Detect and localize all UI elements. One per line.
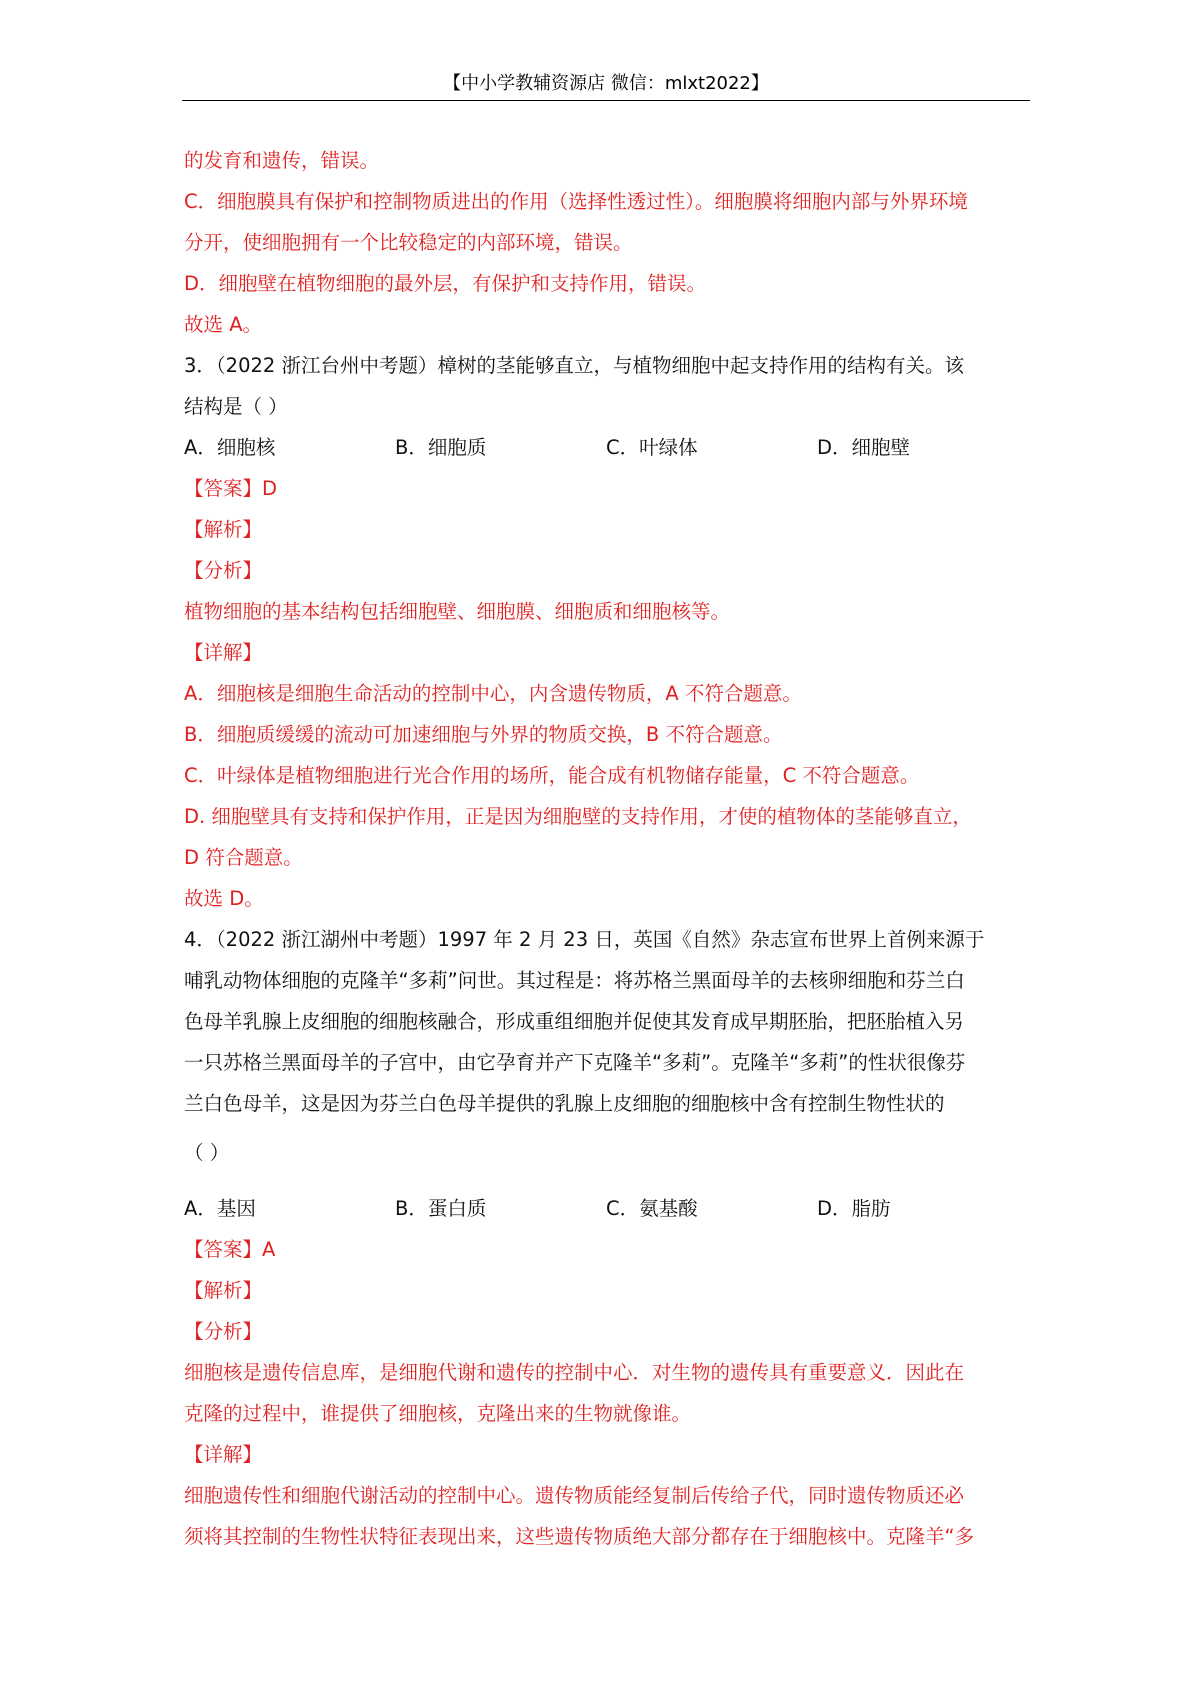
question-4-stem: 哺乳动物体细胞的克隆羊“多莉”问世。其过程是：将苏格兰黑面母羊的去核卵细胞和芬兰白 [184,969,965,992]
text-line: 细胞核是遗传信息库，是细胞代谢和遗传的控制中心．对生物的遗传具有重要意义．因此在 [184,1361,965,1384]
text-line: C．细胞膜具有保护和控制物质进出的作用（选择性透过性）。细胞膜将细胞内部与外界环境 [184,190,968,213]
question-4-stem: 4．（2022 浙江湖州中考题）1997 年 2 月 23 日，英国《自然》杂志宣布世界上首例来源于 [184,928,985,951]
question-3-options [184,427,1030,468]
option-a: A．细胞核 [184,436,276,459]
question-3-stem: 3．（2022 浙江台州中考题）樟树的茎能够直立，与植物细胞中起支持作用的结构有关。该 [184,354,964,377]
analysis-label: 【分析】 [184,559,263,582]
answer-label: 【答案】D [184,477,278,500]
text-line: D．细胞壁在植物细胞的最外层，有保护和支持作用，错误。 [184,272,707,295]
answer-label: 【答案】A [184,1238,276,1261]
question-4-stem: 一只苏格兰黑面母羊的子宫中，由它孕育并产下克隆羊“多莉”。克隆羊“多莉”的性状很像芬 [184,1051,966,1074]
detail-label: 【详解】 [184,641,263,664]
option-a: A．基因 [184,1197,256,1220]
text-line: 的发育和遗传，错误。 [184,149,380,172]
option-d: D．脂肪 [817,1197,891,1220]
question-4-stem: 兰白色母羊，这是因为芬兰白色母羊提供的乳腺上皮细胞的细胞核中含有控制生物性状的 [184,1092,945,1115]
option-c: C．叶绿体 [606,436,698,459]
option-c: C．氨基酸 [606,1197,698,1220]
text-line: 须将其控制的生物性状特征表现出来，这些遗传物质绝大部分都存在于细胞核中。克隆羊“多 [184,1525,975,1548]
option-d: D．细胞壁 [817,436,911,459]
question-3-stem: 结构是（ ） [184,395,288,418]
text-line: 故选 A。 [184,313,263,336]
analysis-label: 【解析】 [184,1279,263,1302]
question-4-stem: （ ） [184,1141,230,1164]
question-4-options [184,1188,1030,1229]
detail-label: 【详解】 [184,1443,263,1466]
text-line: 克隆的过程中，谁提供了细胞核，克隆出来的生物就像谁。 [184,1402,692,1425]
question-4-stem: 色母羊乳腺上皮细胞的细胞核融合，形成重组细胞并促使其发育成早期胚胎，把胚胎植入另 [184,1010,965,1033]
text-line: 细胞遗传性和细胞代谢活动的控制中心。遗传物质能经复制后传给子代，同时遗传物质还必 [184,1484,965,1507]
text-line: A．细胞核是细胞生命活动的控制中心，内含遗传物质，A 不符合题意。 [184,682,802,705]
text-line: D. 细胞壁具有支持和保护作用，正是因为细胞壁的支持作用，才使的植物体的茎能够直立， [184,805,972,828]
option-b: B．细胞质 [395,436,487,459]
text-line: C．叶绿体是植物细胞进行光合作用的场所，能合成有机物储存能量，C 不符合题意。 [184,764,920,787]
text-line: B．细胞质缓缓的流动可加速细胞与外界的物质交换，B 不符合题意。 [184,723,783,746]
page-header: 【中小学教辅资源店 微信：mlxt2022】 [182,68,1030,101]
text-line: D 符合题意。 [184,846,303,869]
option-b: B．蛋白质 [395,1197,487,1220]
text-line: 植物细胞的基本结构包括细胞壁、细胞膜、细胞质和细胞核等。 [184,600,731,623]
text-line: 故选 D。 [184,887,264,910]
text-line: 分开，使细胞拥有一个比较稳定的内部环境，错误。 [184,231,633,254]
analysis-label: 【分析】 [184,1320,263,1343]
analysis-label: 【解析】 [184,518,263,541]
